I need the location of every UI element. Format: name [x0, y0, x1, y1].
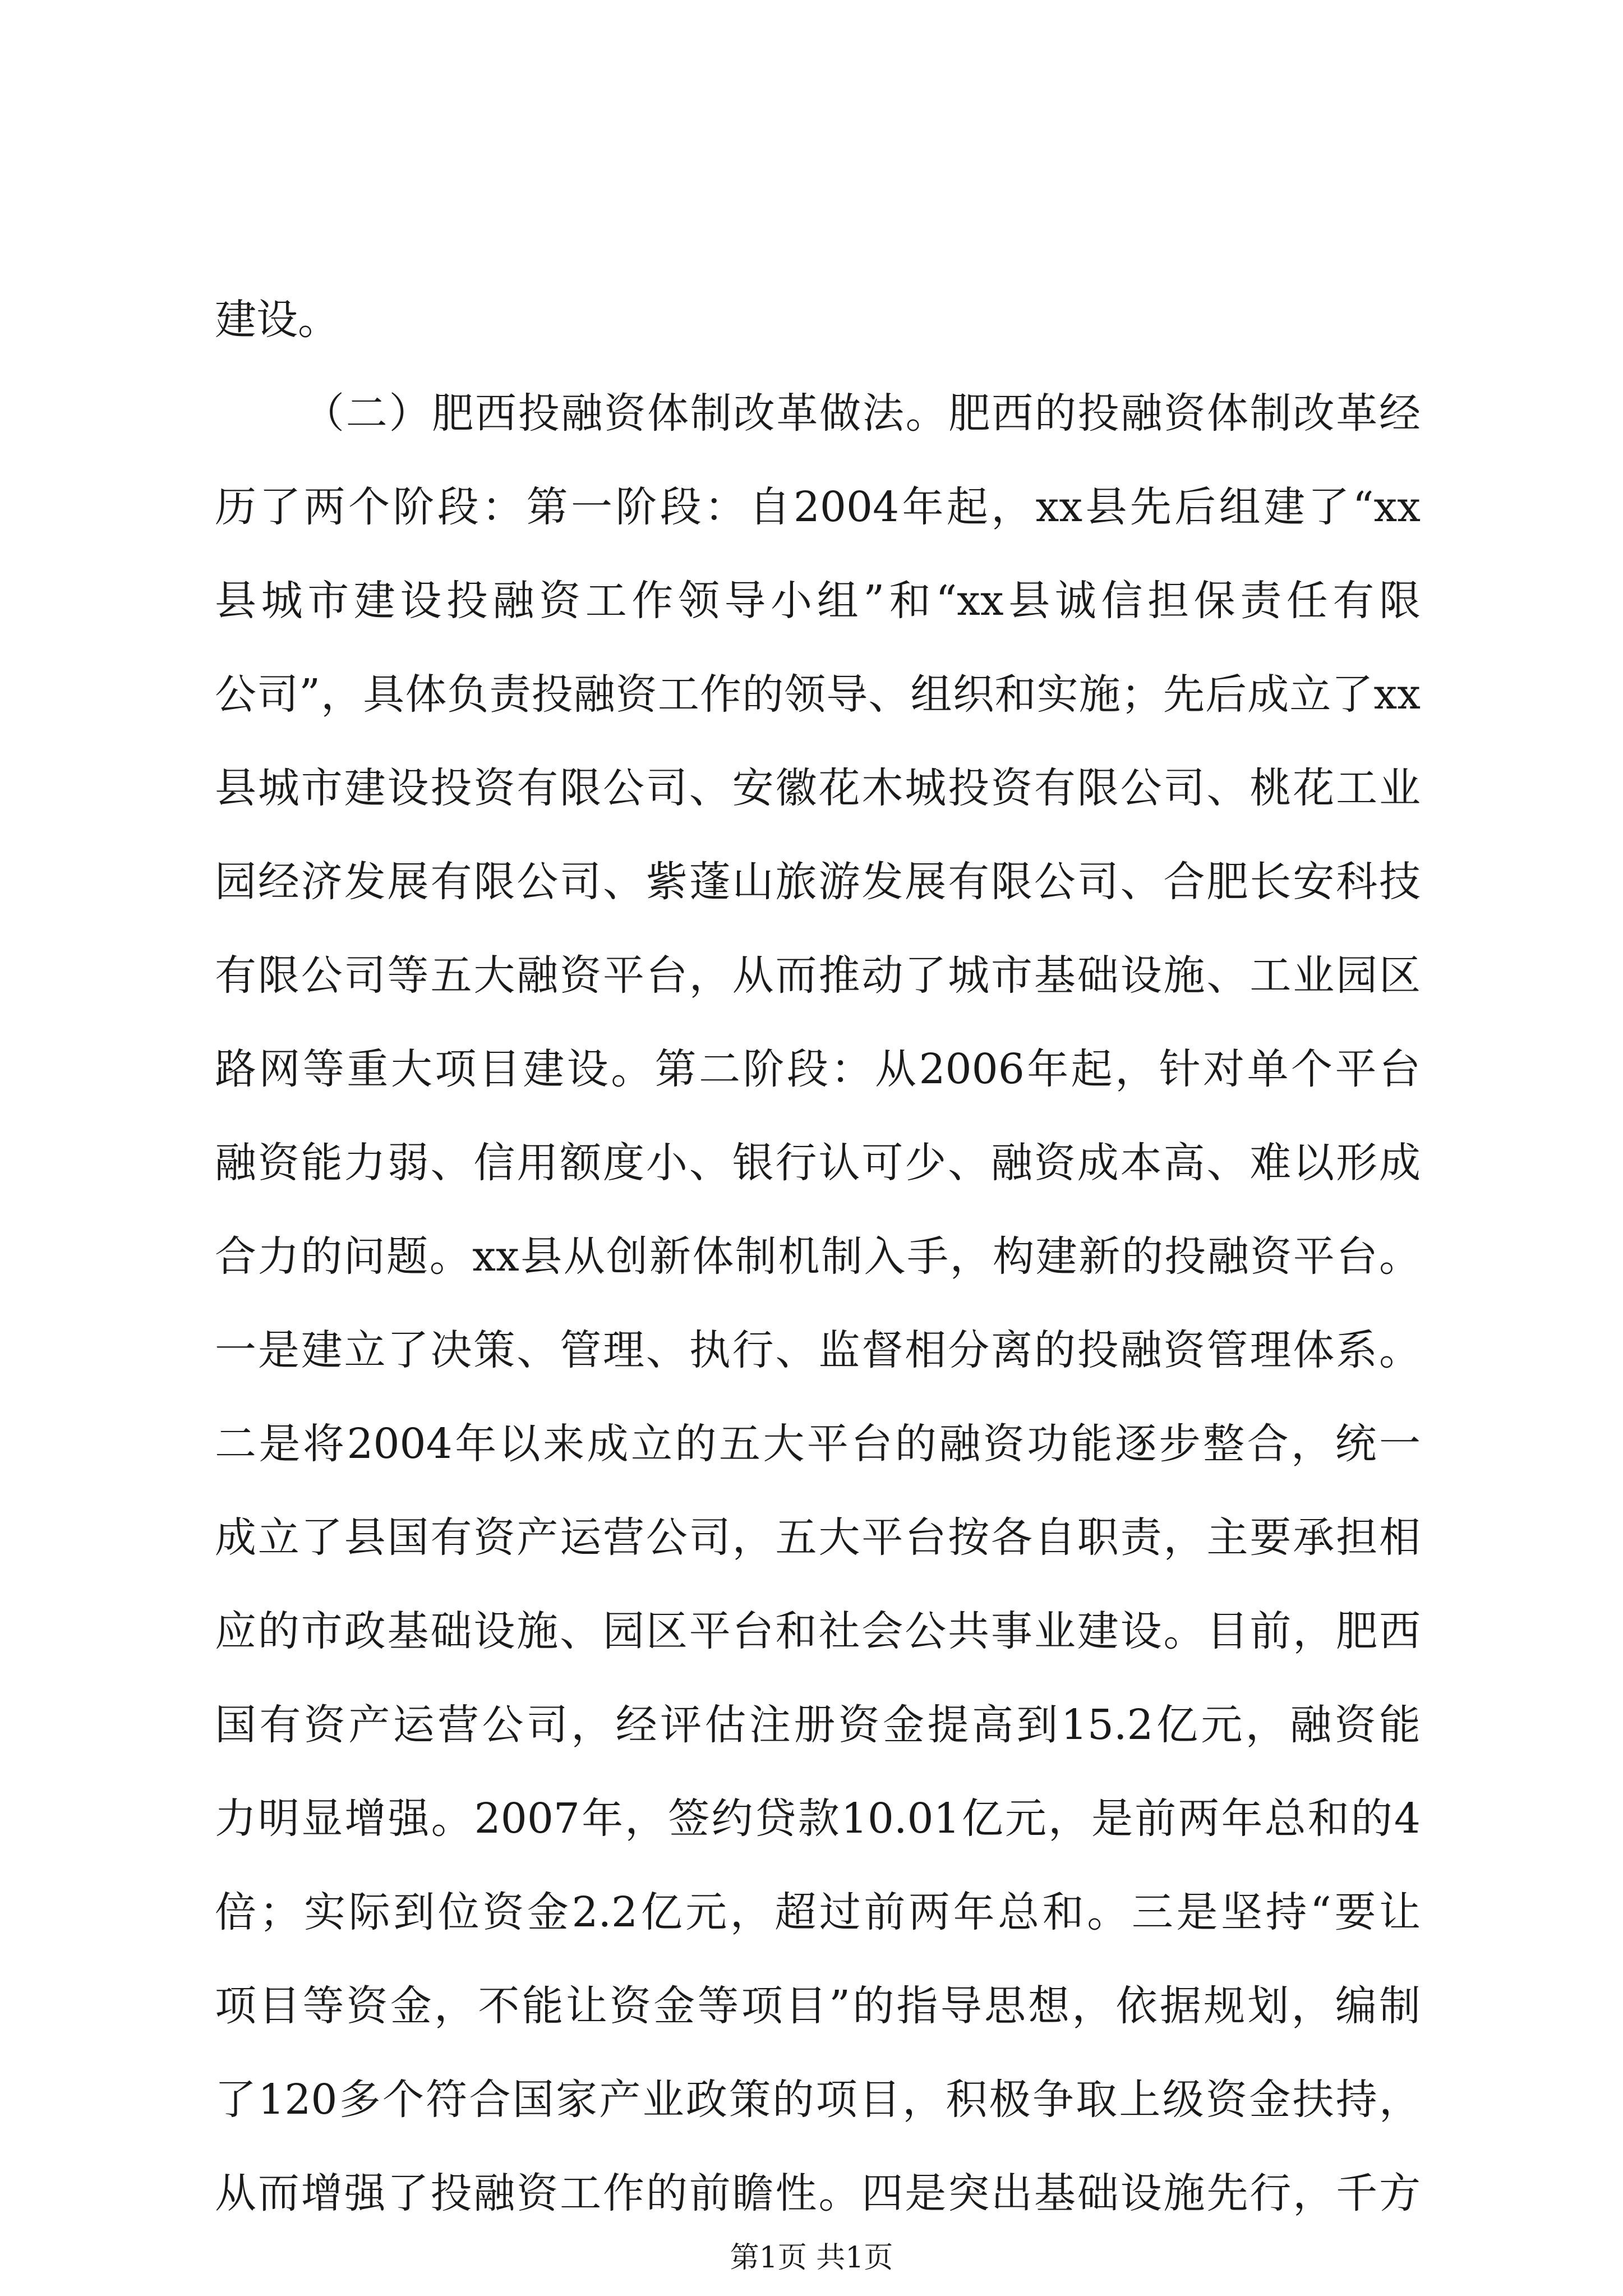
text-line-3: 历了两个阶段：第一阶段：自2004年起，xx县先后组建了“xx [215, 483, 1421, 531]
text-line-11: 合力的问题。xx县从创新体制机制入手，构建新的投融资平台。 [215, 1232, 1421, 1281]
text-line-12: 一是建立了决策、管理、执行、监督相分离的投融资管理体系。 [215, 1326, 1421, 1374]
text-line-13: 二是将2004年以来成立的五大平台的融资功能逐步整合，统一 [215, 1420, 1421, 1468]
text-line-4: 县城市建设投融资工作领导小组”和“xx县诚信担保责任有限 [215, 577, 1421, 625]
text-line-19: 项目等资金，不能让资金等项目”的指导思想，依据规划，编制 [215, 1982, 1421, 2030]
paragraph-heading-line: （二）肥西投融资体制改革做法。肥西的投融资体制改革经 [303, 389, 1421, 438]
text-line-6: 县城市建设投资有限公司、安徽花木城投资有限公司、桃花工业 [215, 764, 1421, 812]
text-line-10: 融资能力弱、信用额度小、银行认可少、融资成本高、难以形成 [215, 1139, 1421, 1187]
text-line-9: 路网等重大项目建设。第二阶段：从2006年起，针对单个平台 [215, 1045, 1421, 1093]
text-line-15: 应的市政基础设施、园区平台和社会公共事业建设。目前，肥西 [215, 1607, 1421, 1655]
text-line-16: 国有资产运营公司，经评估注册资金提高到15.2亿元，融资能 [215, 1701, 1421, 1749]
text-line-5: 公司”，具体负责投融资工作的领导、组织和实施；先后成立了xx [215, 670, 1421, 719]
text-line-8: 有限公司等五大融资平台，从而推动了城市基础设施、工业园区 [215, 951, 1421, 1000]
text-line-14: 成立了县国有资产运营公司，五大平台按各自职责，主要承担相 [215, 1513, 1421, 1562]
text-line-18: 倍；实际到位资金2.2亿元，超过前两年总和。三是坚持“要让 [215, 1888, 1421, 1936]
text-line-1: 建设。 [215, 296, 339, 344]
page-footer: 第1页 共1页 [730, 2241, 893, 2275]
text-line-7: 园经济发展有限公司、紫蓬山旅游发展有限公司、合肥长安科技 [215, 858, 1421, 906]
text-line-21: 从而增强了投融资工作的前瞻性。四是突出基础设施先行，千方 [215, 2169, 1421, 2217]
text-line-17: 力明显增强。2007年，签约贷款10.01亿元，是前两年总和的4 [215, 1795, 1421, 1843]
text-line-20: 了120多个符合国家产业政策的项目，积极争取上级资金扶持， [215, 2076, 1421, 2124]
